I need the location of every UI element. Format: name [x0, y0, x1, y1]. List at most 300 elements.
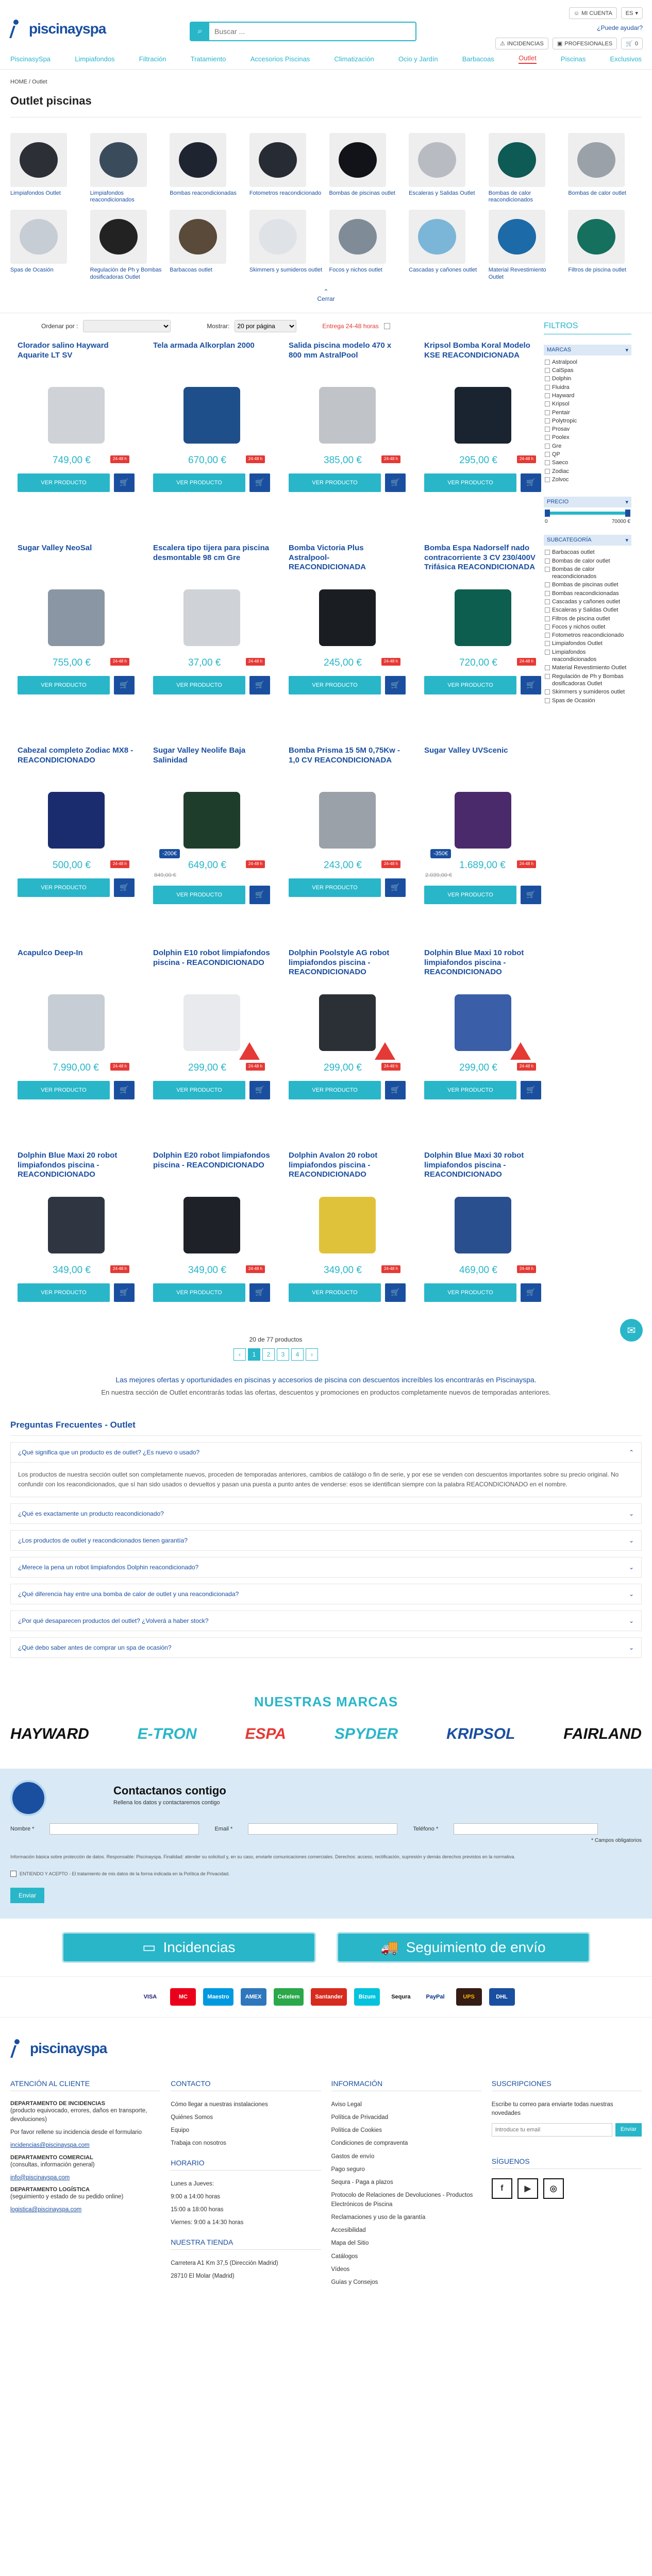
product-title[interactable]: Dolphin Blue Maxi 20 robot limpiafondos piscina - REACONDICIONADO: [18, 1150, 118, 1179]
footer-link[interactable]: Aviso Legal: [331, 2101, 362, 2108]
price-filter-header[interactable]: [544, 497, 631, 507]
filter-option[interactable]: [545, 409, 630, 416]
page-button[interactable]: 4: [291, 1348, 304, 1361]
search-icon[interactable]: ⌕: [191, 22, 209, 41]
product-price: 349,00 €: [324, 1264, 362, 1276]
brand-logo[interactable]: FAIRLAND: [563, 1725, 642, 1743]
checkbox[interactable]: [545, 550, 550, 555]
filter-option[interactable]: [545, 581, 630, 588]
product-title[interactable]: Clorador salino Hayward Aquarite LT SV: [18, 341, 109, 360]
add-to-cart-icon[interactable]: 🛒: [385, 878, 406, 897]
checkbox[interactable]: [545, 641, 550, 646]
product-title[interactable]: Dolphin Avalon 20 robot limpiafondos piscina - REACONDICIONADO: [289, 1150, 378, 1179]
checkbox[interactable]: [545, 624, 550, 630]
category-tile[interactable]: [170, 210, 243, 280]
email-field[interactable]: [248, 1823, 397, 1835]
filter-option[interactable]: [545, 400, 630, 408]
product-card: [18, 339, 135, 541]
filter-option[interactable]: [545, 623, 630, 631]
view-product-button[interactable]: VER PRODUCTO: [153, 1283, 245, 1302]
add-to-cart-icon[interactable]: 🛒: [114, 676, 135, 694]
filter-option[interactable]: [545, 615, 630, 622]
product-actions: [18, 473, 135, 492]
product-photo: [319, 792, 376, 849]
add-to-cart-icon[interactable]: 🛒: [385, 676, 406, 694]
product-title[interactable]: Dolphin E10 robot limpiafondos piscina - REACONDICIONADO: [153, 948, 270, 967]
add-to-cart-icon[interactable]: 🛒: [521, 1283, 541, 1302]
incidencias-button[interactable]: [495, 38, 548, 49]
checkbox[interactable]: [545, 418, 550, 423]
profesionales-button[interactable]: [553, 38, 617, 49]
name-field[interactable]: [49, 1823, 199, 1835]
view-product-button[interactable]: VER PRODUCTO: [153, 886, 245, 904]
product-title[interactable]: Dolphin Blue Maxi 30 robot limpiafondos piscina - REACONDICIONADO: [424, 1150, 524, 1179]
product-title[interactable]: Sugar Valley NeoSal: [18, 543, 92, 552]
faq-question-text: ¿Qué diferencia hay entre una bomba de calor de outlet y una reacondicionada?: [18, 1590, 239, 1598]
product-card: [289, 946, 406, 1149]
add-to-cart-icon[interactable]: 🛒: [521, 473, 541, 492]
view-product-button[interactable]: VER PRODUCTO: [289, 1081, 381, 1099]
filter-option[interactable]: [545, 673, 630, 688]
checkbox[interactable]: [545, 360, 550, 365]
nav-item-exclusivos[interactable]: Exclusivos: [610, 55, 642, 63]
incidencias-label: INCIDENCIAS: [507, 40, 544, 47]
product-photo: [455, 387, 511, 444]
checkbox[interactable]: [545, 477, 550, 482]
department-email[interactable]: info@piscinayspa.com: [10, 2174, 70, 2181]
nav-item-filtraci-n[interactable]: Filtración: [139, 55, 166, 63]
filter-option[interactable]: [545, 451, 630, 458]
newsletter-button[interactable]: Enviar: [615, 2123, 642, 2137]
product-photo: [183, 387, 240, 444]
store-city: 28710 El Molar (Madrid): [171, 2273, 235, 2279]
product-title[interactable]: Sugar Valley UVScenic: [424, 745, 508, 755]
delivery-badge: 24-48 h: [110, 455, 129, 463]
faq-question[interactable]: [10, 1442, 642, 1463]
filter-option-label: Escaleras y Salidas Outlet: [552, 607, 618, 614]
add-to-cart-icon[interactable]: 🛒: [114, 1283, 135, 1302]
product-title[interactable]: Sugar Valley Neolife Baja Salinidad: [153, 745, 246, 765]
add-to-cart-icon[interactable]: 🛒: [521, 886, 541, 904]
product-title[interactable]: Acapulco Deep-In: [18, 948, 83, 957]
checkbox[interactable]: [545, 385, 550, 390]
instagram-icon[interactable]: ◎: [543, 2178, 564, 2199]
view-product-button[interactable]: VER PRODUCTO: [424, 1081, 516, 1099]
filter-option[interactable]: [545, 434, 630, 441]
product-card: [18, 541, 135, 744]
schedule-line: 9:00 a 14:00 horas: [171, 2193, 221, 2200]
filter-option[interactable]: [545, 426, 630, 433]
alert-icon: ⚠: [500, 41, 505, 47]
add-to-cart-icon[interactable]: 🛒: [114, 1081, 135, 1099]
nav-item-limpiafondos[interactable]: Limpiafondos: [75, 55, 115, 63]
filter-option[interactable]: [545, 459, 630, 466]
checkbox[interactable]: [545, 368, 550, 373]
category-label: Skimmers y sumideros outlet: [249, 267, 323, 274]
footer-link[interactable]: Equipo: [171, 2127, 190, 2134]
category-image: [249, 133, 306, 187]
site-logo[interactable]: [9, 19, 106, 39]
department-email[interactable]: incidencias@piscinayspa.com: [10, 2142, 90, 2149]
product-price: 349,00 €: [53, 1264, 91, 1276]
view-product-button[interactable]: VER PRODUCTO: [424, 676, 516, 694]
product-actions: [289, 473, 406, 492]
category-label: Filtros de piscina outlet: [568, 267, 626, 274]
per-page-select[interactable]: [235, 320, 296, 332]
footer-link[interactable]: Política de Cookies: [331, 2127, 382, 2134]
send-button[interactable]: Enviar: [10, 1888, 44, 1903]
filter-option[interactable]: [545, 606, 630, 614]
filter-option-label: Spas de Ocasión: [552, 697, 595, 704]
footer-link[interactable]: Pago seguro: [331, 2166, 365, 2173]
filter-option[interactable]: [545, 375, 630, 382]
category-tile[interactable]: [10, 133, 84, 204]
footer-link[interactable]: Sequra - Paga a plazos: [331, 2179, 393, 2186]
category-tile[interactable]: [90, 210, 164, 280]
product-title[interactable]: Dolphin Poolstyle AG robot limpiafondos piscina - REACONDICIONADO: [289, 948, 390, 977]
filter-option[interactable]: [545, 367, 630, 374]
view-product-button[interactable]: VER PRODUCTO: [18, 1081, 110, 1099]
filter-option[interactable]: [545, 443, 630, 450]
footer-link[interactable]: Mapa del Sitio: [331, 2240, 369, 2247]
filter-option[interactable]: [545, 392, 630, 399]
logo-text: piscinayspa: [29, 21, 106, 37]
category-tile[interactable]: [409, 133, 482, 204]
filter-option[interactable]: [545, 649, 630, 664]
brand-logo[interactable]: KRIPSOL: [446, 1725, 515, 1743]
product-card: [153, 339, 270, 541]
department-title: DEPARTAMENTO COMERCIAL: [10, 2154, 93, 2161]
footer-link[interactable]: Catálogos: [331, 2253, 358, 2260]
faq-question[interactable]: [10, 1557, 642, 1578]
view-product-button[interactable]: VER PRODUCTO: [153, 676, 245, 694]
category-tile[interactable]: [249, 210, 323, 280]
product-price: 299,00 €: [188, 1062, 226, 1073]
add-to-cart-icon[interactable]: 🛒: [114, 473, 135, 492]
checkbox[interactable]: [545, 633, 550, 638]
checkbox[interactable]: [545, 376, 550, 381]
checkbox[interactable]: [545, 599, 550, 604]
schedule-line: Lunes a Jueves:: [171, 2180, 214, 2187]
category-image: [409, 133, 465, 187]
cart-button[interactable]: [621, 38, 643, 49]
category-tile[interactable]: [329, 133, 403, 204]
delivery-badge: 24-48 h: [517, 658, 536, 666]
view-product-button[interactable]: VER PRODUCTO: [289, 1283, 381, 1302]
cart-count: 0: [634, 40, 638, 47]
category-image: [489, 133, 545, 187]
page-button[interactable]: 1: [248, 1348, 260, 1361]
category-tile[interactable]: [409, 210, 482, 280]
category-image: [10, 210, 67, 264]
filter-option[interactable]: [545, 598, 630, 605]
filter-option[interactable]: [545, 476, 630, 483]
view-product-button[interactable]: VER PRODUCTO: [289, 878, 381, 897]
checkbox[interactable]: [545, 616, 550, 621]
view-product-button[interactable]: VER PRODUCTO: [289, 676, 381, 694]
collapse-button[interactable]: [10, 288, 642, 302]
product-photo: [319, 589, 376, 646]
department-desc: (consultas, información general): [10, 2161, 95, 2168]
view-product-button[interactable]: VER PRODUCTO: [18, 676, 110, 694]
footer-link[interactable]: Cómo llegar a nuestras instalaciones: [171, 2101, 268, 2108]
filter-option[interactable]: [545, 590, 630, 597]
product-title[interactable]: Escalera tipo tijera para piscina desmontable 98 cm Gre: [153, 543, 270, 562]
nav-item-climatizaci-n[interactable]: Climatización: [334, 55, 374, 63]
faq-question[interactable]: [10, 1584, 642, 1604]
product-title[interactable]: Kripsol Bomba Koral Modelo KSE REACONDICIONADA: [424, 341, 530, 360]
nav-item-outlet[interactable]: Outlet: [519, 54, 537, 64]
faq-question-text: ¿Qué es exactamente un producto reacondicionado?: [18, 1510, 164, 1518]
add-to-cart-icon[interactable]: 🛒: [385, 1081, 406, 1099]
product-actions: [153, 676, 270, 694]
promo-text: [0, 1373, 652, 1399]
product-card: [18, 1149, 135, 1351]
category-tile[interactable]: [329, 210, 403, 280]
view-product-button[interactable]: VER PRODUCTO: [18, 473, 110, 492]
account-button[interactable]: [569, 7, 617, 19]
filter-option[interactable]: [545, 697, 630, 704]
search-input[interactable]: [209, 27, 415, 36]
checkbox[interactable]: [545, 582, 550, 587]
checkbox[interactable]: [545, 558, 550, 564]
sort-select[interactable]: [83, 320, 171, 332]
filter-option-label: Regulación de Ph y Bombas dosificadoras Outlet: [552, 673, 624, 687]
checkbox[interactable]: [545, 460, 550, 465]
faq-question[interactable]: [10, 1503, 642, 1524]
add-to-cart-icon[interactable]: 🛒: [114, 878, 135, 897]
nav-item-piscinas[interactable]: Piscinas: [560, 55, 586, 63]
add-to-cart-icon[interactable]: 🛒: [521, 1081, 541, 1099]
filter-option-label: Focos y nichos outlet: [552, 623, 606, 630]
product-actions: [424, 1283, 541, 1302]
brand-logo[interactable]: E-TRON: [137, 1725, 197, 1743]
checkbox[interactable]: [545, 650, 550, 655]
footer-link[interactable]: Gastos de envío: [331, 2153, 375, 2160]
checkbox[interactable]: [545, 427, 550, 432]
filter-option[interactable]: [545, 359, 630, 366]
filter-option[interactable]: [545, 566, 630, 581]
footer-link[interactable]: Condiciones de compraventa: [331, 2140, 408, 2147]
category-image: [249, 210, 306, 264]
chevron-down-icon: ▾: [625, 499, 628, 506]
nav-item-accesorios-piscinas[interactable]: Accesorios Piscinas: [250, 55, 310, 63]
promo-line: En nuestra sección de Outlet encontrarás todas las ofertas, descuentos y promociones en productos completamente nuevos de temporadas anteriores.: [101, 1388, 551, 1397]
filter-option[interactable]: [545, 468, 630, 475]
view-product-button[interactable]: VER PRODUCTO: [18, 878, 110, 897]
delivery-badge: 24-48 h: [246, 1265, 265, 1273]
footer-link[interactable]: Protocolo de Relaciones de Devoluciones - Productos Electrónicos de Piscina: [331, 2192, 473, 2208]
filter-option[interactable]: [545, 557, 630, 565]
chevron-down-icon: ⌄: [628, 1617, 634, 1625]
view-product-button[interactable]: VER PRODUCTO: [424, 1283, 516, 1302]
brand-logo[interactable]: HAYWARD: [10, 1725, 89, 1743]
faq-question[interactable]: [10, 1637, 642, 1658]
checkbox[interactable]: [545, 674, 550, 679]
footer-link[interactable]: Política de Privacidad: [331, 2114, 389, 2121]
category-image: [90, 133, 147, 187]
product-actions: [424, 886, 541, 904]
footer-link[interactable]: Guías y Consejos: [331, 2279, 378, 2286]
product-title[interactable]: Dolphin E20 robot limpiafondos piscina - REACONDICIONADO: [153, 1150, 270, 1170]
product-price: 299,00 €: [324, 1062, 362, 1073]
footer-link[interactable]: Accesibilidad: [331, 2227, 366, 2234]
brands-section: [0, 1694, 652, 1769]
subcategory-filter-header[interactable]: [544, 535, 631, 546]
checkbox[interactable]: [545, 469, 550, 474]
product-actions: [424, 1081, 541, 1099]
newsletter-input[interactable]: [492, 2123, 612, 2137]
add-to-cart-icon[interactable]: 🛒: [521, 676, 541, 694]
footer-logo[interactable]: [0, 2018, 652, 2059]
add-to-cart-icon[interactable]: 🛒: [385, 1283, 406, 1302]
nav-item-barbacoas[interactable]: Barbacoas: [462, 55, 494, 63]
category-image: [170, 210, 226, 264]
category-tile[interactable]: [170, 133, 243, 204]
subcategory-filter-label: SUBCATEGORÍA: [547, 537, 592, 544]
brand-logo[interactable]: ESPA: [245, 1725, 286, 1743]
checkbox[interactable]: [545, 410, 550, 415]
product-actions: [289, 1283, 406, 1302]
category-label: Escaleras y Salidas Outlet: [409, 190, 475, 196]
department-email[interactable]: logistica@piscinayspa.com: [10, 2207, 82, 2213]
header: [0, 0, 652, 49]
category-tile[interactable]: [568, 133, 642, 204]
checkbox[interactable]: [545, 393, 550, 398]
checkbox[interactable]: [545, 567, 550, 572]
checkbox[interactable]: [545, 452, 550, 457]
help-link[interactable]: ¿Puede ayudar?: [597, 24, 643, 31]
filter-option-label: Material Revestimiento Outlet: [552, 665, 627, 671]
product-title[interactable]: Bomba Espa Nadorself nado contracorriente 3 CV 230/400V Trifásica REACONDICIONADA: [424, 543, 536, 572]
product-title[interactable]: Bomba Victoria Plus Astralpool-REACONDICIONADA: [289, 543, 366, 572]
product-title[interactable]: Cabezal completo Zodiac MX8 - REACONDICIONADO: [18, 745, 133, 765]
footer-link[interactable]: Trabaja con nosotros: [171, 2140, 226, 2147]
category-tile[interactable]: [10, 210, 84, 280]
footer-logo-text: piscinayspa: [30, 2040, 107, 2056]
view-product-button[interactable]: VER PRODUCTO: [153, 473, 245, 492]
product-photo: [319, 1197, 376, 1253]
product-photo: [319, 994, 376, 1051]
delivery-badge: 24-48 h: [110, 1063, 129, 1071]
nav-item-tratamiento[interactable]: Tratamiento: [190, 55, 226, 63]
accept-checkbox[interactable]: [10, 1871, 16, 1877]
checkbox[interactable]: [545, 401, 550, 406]
filter-option[interactable]: [545, 384, 630, 391]
checkbox[interactable]: [545, 591, 550, 596]
add-to-cart-icon[interactable]: 🛒: [249, 1283, 270, 1302]
product-title[interactable]: Tela armada Alkorplan 2000: [153, 341, 255, 350]
page-button[interactable]: ‹: [233, 1348, 246, 1361]
product-price: 720,00 €: [459, 657, 497, 668]
product-count: 20 de 77 productos: [249, 1335, 303, 1343]
checkbox[interactable]: [545, 698, 550, 703]
page-button[interactable]: 2: [262, 1348, 275, 1361]
faq-question[interactable]: [10, 1611, 642, 1631]
category-image: [10, 133, 67, 187]
faq-question[interactable]: [10, 1530, 642, 1551]
payment-methods: [0, 1976, 652, 2018]
category-tile[interactable]: [568, 210, 642, 280]
footer-link[interactable]: Vídeos: [331, 2266, 350, 2273]
youtube-icon[interactable]: ▶: [517, 2178, 538, 2199]
add-to-cart-icon[interactable]: 🛒: [249, 886, 270, 904]
category-image: [568, 133, 625, 187]
filter-option[interactable]: [545, 688, 630, 696]
facebook-icon[interactable]: f: [492, 2178, 512, 2199]
checkbox[interactable]: [545, 607, 550, 613]
brand-filter-header[interactable]: [544, 345, 631, 355]
add-to-cart-icon[interactable]: 🛒: [249, 1081, 270, 1099]
product-title[interactable]: Salida piscina modelo 470 x 800 mm AstralPool: [289, 341, 392, 360]
view-product-button[interactable]: VER PRODUCTO: [153, 1081, 245, 1099]
checkbox[interactable]: [545, 689, 550, 694]
category-tile[interactable]: [249, 133, 323, 204]
product-title[interactable]: Dolphin Blue Maxi 10 robot limpiafondos piscina - REACONDICIONADO: [424, 948, 524, 977]
checkbox[interactable]: [545, 444, 550, 449]
faq-answer: Los productos de nuestra sección outlet son completamente nuevos, proceden de temporadas anteriores, cambios de catálogo o fin de serie, y por ese se venden con descuentos importantes sobre su precio original. No confundir con los reacondicionados, que sí han sido usados o devueltos y pasan una puesta a punto antes de venderse: esos se identifican siempre con la palabra REACONDICIONADO en el nombre.: [10, 1463, 642, 1497]
footer-link[interactable]: Reclamaciones y uso de la garantía: [331, 2214, 426, 2221]
subcategory-filter: [544, 535, 631, 707]
footer-link[interactable]: Quiénes Somos: [171, 2114, 213, 2121]
category-grid: [10, 117, 642, 302]
add-to-cart-icon[interactable]: 🛒: [385, 473, 406, 492]
delivery-filter-checkbox[interactable]: [384, 323, 390, 329]
payment-logo: DHL: [489, 1988, 515, 2006]
language-select[interactable]: [621, 7, 643, 19]
nav-item-piscinasyspa[interactable]: PiscinasySpa: [10, 55, 51, 63]
view-product-button[interactable]: VER PRODUCTO: [424, 473, 516, 492]
product-title[interactable]: Bomba Prisma 15 5M 0,75Kw - 1,0 CV REACONDICIONADA: [289, 745, 400, 765]
category-tile[interactable]: [90, 133, 164, 204]
chat-icon[interactable]: ✉: [620, 1319, 643, 1342]
tracking-button[interactable]: [337, 1932, 591, 1963]
filter-option[interactable]: [545, 417, 630, 425]
filter-option[interactable]: [545, 549, 630, 556]
page-button[interactable]: ›: [306, 1348, 318, 1361]
checkbox[interactable]: [545, 435, 550, 440]
add-to-cart-icon[interactable]: 🛒: [249, 676, 270, 694]
category-tile[interactable]: [489, 133, 562, 204]
view-product-button[interactable]: VER PRODUCTO: [424, 886, 516, 904]
page-button[interactable]: 3: [277, 1348, 289, 1361]
newsletter-text: Escribe tu correo para enviarte todas nuestras novedades: [491, 2101, 613, 2116]
delivery-badge: 24-48 h: [110, 860, 129, 868]
filter-option-label: Limpiafondos Outlet: [552, 640, 603, 647]
product-photo: [183, 994, 240, 1051]
view-product-button[interactable]: VER PRODUCTO: [289, 473, 381, 492]
filter-option[interactable]: [545, 640, 630, 647]
phone-field[interactable]: [454, 1823, 598, 1835]
tracking-label: Seguimiento de envío: [406, 1939, 546, 1955]
product-actions: [153, 473, 270, 492]
price-slider[interactable]: [546, 512, 629, 515]
department-note: Por favor rellene su incidencia desde el formulario: [10, 2129, 142, 2136]
filter-option[interactable]: [545, 664, 630, 671]
incidencias-big-button[interactable]: [62, 1932, 316, 1963]
product-price: 299,00 €: [459, 1062, 497, 1073]
filter-option[interactable]: [545, 632, 630, 639]
category-label: Cascadas y cañones outlet: [409, 267, 477, 274]
view-product-button[interactable]: VER PRODUCTO: [18, 1283, 110, 1302]
brand-logo[interactable]: SPYDER: [334, 1725, 398, 1743]
privacy-text: Información básica sobre protección de datos. Responsable: Piscinayspa. Finalidad: atender su solicitud y, en su caso, enviarle comunicaciones comerciales. Derechos: acceso, rectificación, supresión y demás derechos previstos en la normativa.: [10, 1854, 515, 1860]
nav-item-ocio-y-jard-n[interactable]: Ocio y Jardín: [398, 55, 438, 63]
checkbox[interactable]: [545, 665, 550, 670]
add-to-cart-icon[interactable]: 🛒: [249, 473, 270, 492]
account-label: MI CUENTA: [581, 10, 612, 16]
category-tile[interactable]: [489, 210, 562, 280]
